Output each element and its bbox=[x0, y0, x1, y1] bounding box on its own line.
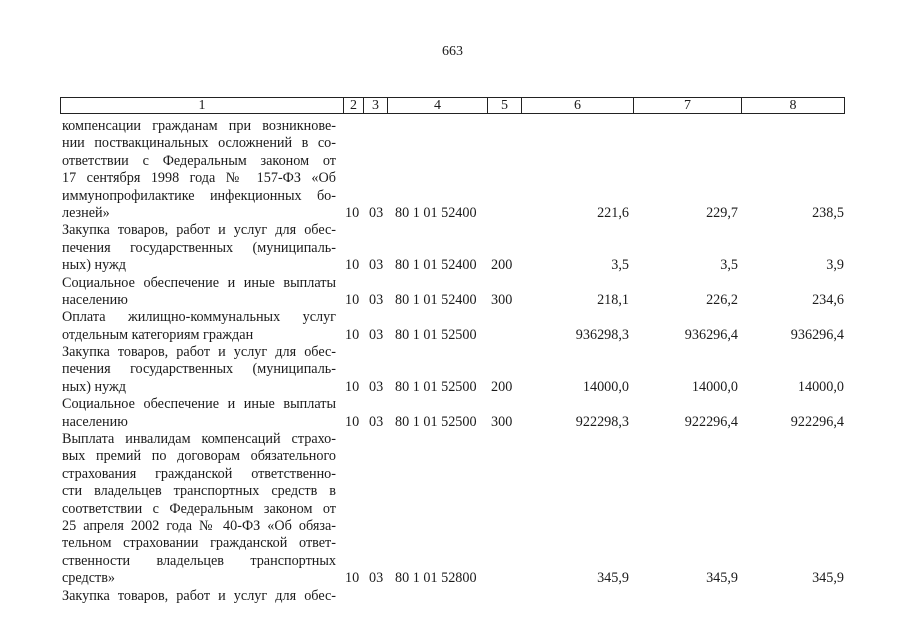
table-row bbox=[0, 118, 905, 222]
amount-col-8: 922296,4 bbox=[790, 413, 844, 430]
section-code: 10 bbox=[345, 326, 360, 343]
target-article-code: 80 1 01 52400 bbox=[395, 204, 477, 221]
table-row bbox=[0, 222, 905, 274]
header-col-3: 3 bbox=[363, 98, 387, 113]
description-line: ственности владельцев транспортных bbox=[62, 552, 336, 569]
description-line: отдельным категориям граждан bbox=[62, 326, 254, 343]
table-row bbox=[0, 431, 905, 588]
amount-col-8: 3,9 bbox=[826, 257, 844, 274]
description-line: Оплата жилищно-коммунальных услуг bbox=[62, 309, 336, 326]
row-values bbox=[0, 327, 905, 344]
description-line: 25 апреля 2002 года № 40-ФЗ «Об обяза- bbox=[62, 517, 336, 534]
amount-col-7: 226,2 bbox=[706, 291, 738, 308]
target-article-code: 80 1 01 52400 bbox=[395, 257, 477, 274]
subsection-code: 03 bbox=[369, 326, 384, 343]
subsection-code: 03 bbox=[369, 378, 384, 395]
description-line: ответствии с Федеральным законом от bbox=[62, 152, 336, 169]
header-col-7: 7 bbox=[633, 98, 741, 113]
description-line: вых премий по договорам обязательного bbox=[62, 448, 336, 465]
description-line: Социальное обеспечение и иные выплаты bbox=[62, 396, 336, 413]
description-line: печения государственных (муниципаль- bbox=[62, 361, 336, 378]
target-article-code: 80 1 01 52500 bbox=[395, 413, 477, 430]
section-code: 10 bbox=[345, 378, 360, 395]
description-line: 17 сентября 1998 года № 157-ФЗ «Об bbox=[62, 170, 336, 187]
expense-type-code: 200 bbox=[491, 378, 513, 395]
amount-col-7: 229,7 bbox=[706, 204, 738, 221]
table-row bbox=[0, 588, 905, 605]
row-values bbox=[0, 205, 905, 222]
amount-col-6: 936298,3 bbox=[575, 326, 629, 343]
target-article-code: 80 1 01 52800 bbox=[395, 570, 477, 587]
header-col-6: 6 bbox=[521, 98, 633, 113]
header-col-4: 4 bbox=[387, 98, 487, 113]
target-article-code: 80 1 01 52500 bbox=[395, 378, 477, 395]
row-values bbox=[0, 570, 905, 587]
description-line: Закупка товаров, работ и услуг для обес- bbox=[62, 587, 336, 604]
description-line: иммунопрофилактике инфекционных бо- bbox=[62, 187, 336, 204]
description-line: тельном страховании гражданской ответ- bbox=[62, 535, 336, 552]
amount-col-6: 3,5 bbox=[611, 257, 629, 274]
subsection-code: 03 bbox=[369, 257, 384, 274]
table-body bbox=[0, 118, 905, 605]
header-col-1: 1 bbox=[198, 98, 206, 113]
amount-col-8: 345,9 bbox=[812, 570, 844, 587]
expense-type-code: 300 bbox=[491, 291, 513, 308]
row-values bbox=[0, 379, 905, 396]
target-article-code: 80 1 01 52400 bbox=[395, 291, 477, 308]
section-code: 10 bbox=[345, 413, 360, 430]
description-line: населению bbox=[62, 291, 128, 308]
amount-col-6: 14000,0 bbox=[582, 378, 629, 395]
table-row bbox=[0, 275, 905, 310]
section-code: 10 bbox=[345, 570, 360, 587]
row-values bbox=[0, 292, 905, 309]
description-line: ных) нужд bbox=[62, 257, 127, 274]
target-article-code: 80 1 01 52500 bbox=[395, 326, 477, 343]
description-line: компенсации гражданам при возникнове- bbox=[62, 118, 336, 134]
subsection-code: 03 bbox=[369, 413, 384, 430]
expense-type-code: 200 bbox=[491, 257, 513, 274]
page-number: 663 bbox=[442, 44, 463, 59]
row-values bbox=[0, 588, 905, 605]
description-line: страхования гражданской ответственно- bbox=[62, 465, 336, 482]
row-description bbox=[62, 431, 336, 588]
table-row bbox=[0, 309, 905, 344]
amount-col-6: 345,9 bbox=[597, 570, 629, 587]
amount-col-7: 3,5 bbox=[720, 257, 738, 274]
expense-type-code: 300 bbox=[491, 413, 513, 430]
row-values bbox=[0, 414, 905, 431]
row-values bbox=[0, 257, 905, 274]
header-col-5: 5 bbox=[487, 98, 521, 113]
description-line: Закупка товаров, работ и услуг для обес- bbox=[62, 222, 336, 239]
description-line: печения государственных (муниципаль- bbox=[62, 239, 336, 256]
description-line: населению bbox=[62, 413, 128, 430]
amount-col-8: 14000,0 bbox=[797, 378, 844, 395]
section-code: 10 bbox=[345, 291, 360, 308]
amount-col-8: 234,6 bbox=[812, 291, 844, 308]
description-line: ных) нужд bbox=[62, 378, 127, 395]
description-line: средств» bbox=[62, 570, 116, 587]
amount-col-6: 221,6 bbox=[597, 204, 629, 221]
description-line: лезней» bbox=[62, 204, 110, 221]
description-line: соответствии с Федеральным законом от bbox=[62, 500, 336, 517]
amount-col-6: 922298,3 bbox=[575, 413, 629, 430]
table-row bbox=[0, 396, 905, 431]
amount-col-8: 936296,4 bbox=[790, 326, 844, 343]
subsection-code: 03 bbox=[369, 570, 384, 587]
description-line: Закупка товаров, работ и услуг для обес- bbox=[62, 344, 336, 361]
amount-col-8: 238,5 bbox=[812, 204, 844, 221]
description-line: сти владельцев транспортных средств в bbox=[62, 483, 336, 500]
amount-col-6: 218,1 bbox=[597, 291, 629, 308]
amount-col-7: 14000,0 bbox=[691, 378, 738, 395]
section-code: 10 bbox=[345, 257, 360, 274]
section-code: 10 bbox=[345, 204, 360, 221]
subsection-code: 03 bbox=[369, 204, 384, 221]
amount-col-7: 345,9 bbox=[706, 570, 738, 587]
description-line: Социальное обеспечение и иные выплаты bbox=[62, 274, 336, 291]
amount-col-7: 936296,4 bbox=[684, 326, 738, 343]
header-col-2: 2 bbox=[343, 98, 363, 113]
subsection-code: 03 bbox=[369, 291, 384, 308]
description-line: нии поствакцинальных осложнений в со- bbox=[62, 135, 336, 152]
description-line: Выплата инвалидам компенсаций страхо- bbox=[62, 431, 336, 448]
amount-col-7: 922296,4 bbox=[684, 413, 738, 430]
header-col-8: 8 bbox=[741, 98, 844, 113]
table-header bbox=[60, 97, 845, 114]
table-row bbox=[0, 344, 905, 396]
